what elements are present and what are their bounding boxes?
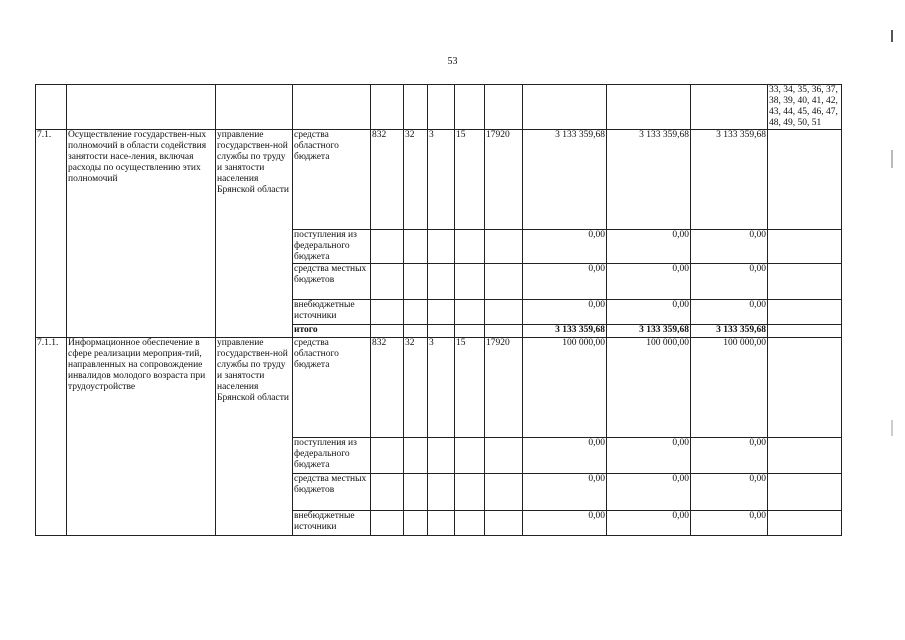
page-number: 53 xyxy=(447,56,458,67)
indicator-cell xyxy=(768,230,842,264)
indicator-cell xyxy=(768,300,842,325)
table-cell xyxy=(455,300,485,325)
table-cell xyxy=(455,264,485,300)
amount-year2: 0,00 xyxy=(607,264,691,300)
table-cell xyxy=(36,85,67,130)
table-cell xyxy=(485,474,523,511)
amount-year2: 0,00 xyxy=(607,474,691,511)
table-cell xyxy=(404,438,428,474)
indicator-numbers: 33, 34, 35, 36, 37, 38, 39, 40, 41, 42, 43, 44, 45, 46, 47, 48, 49, 50, 51 xyxy=(768,85,842,130)
table-cell xyxy=(455,474,485,511)
table-cell xyxy=(371,511,404,536)
table-row xyxy=(36,338,842,438)
amount-year3: 100 000,00 xyxy=(691,338,768,438)
scan-edge-mark xyxy=(891,150,893,168)
continuation-row xyxy=(36,85,842,130)
table-cell xyxy=(428,438,455,474)
indicator-cell xyxy=(768,325,842,338)
amount-year3: 0,00 xyxy=(691,438,768,474)
item-name: Осуществление государствен-ных полномочий в области содействия занятости насе-ления, включая расходы по осуществлению этих полномочий xyxy=(67,130,216,338)
table-cell xyxy=(404,230,428,264)
amount-year2: 100 000,00 xyxy=(607,338,691,438)
total-year1: 3 133 359,68 xyxy=(523,325,607,338)
table-cell xyxy=(523,85,607,130)
source-label: средства областного бюджета xyxy=(293,130,371,230)
table-cell xyxy=(67,85,216,130)
amount-year1: 0,00 xyxy=(523,474,607,511)
table-cell xyxy=(455,438,485,474)
amount-year1: 3 133 359,68 xyxy=(523,130,607,230)
table-cell xyxy=(404,300,428,325)
table-cell xyxy=(485,85,523,130)
item-executor: управление государствен-ной службы по труду и занятости населения Брянской области xyxy=(216,130,293,338)
source-label: внебюджетные источники xyxy=(293,511,371,536)
amount-year3: 0,00 xyxy=(691,264,768,300)
amount-year3: 0,00 xyxy=(691,230,768,264)
table-cell xyxy=(371,300,404,325)
amount-year2: 3 133 359,68 xyxy=(607,130,691,230)
table-cell xyxy=(607,85,691,130)
amount-year1: 100 000,00 xyxy=(523,338,607,438)
pr-code: 3 xyxy=(428,130,455,230)
table-cell xyxy=(455,511,485,536)
amount-year1: 0,00 xyxy=(523,438,607,474)
table-cell xyxy=(485,438,523,474)
table-cell xyxy=(371,474,404,511)
pr-code: 3 xyxy=(428,338,455,438)
indicator-cell xyxy=(768,474,842,511)
item-id: 7.1.1. xyxy=(36,338,67,536)
table-cell xyxy=(428,325,455,338)
scan-edge-mark xyxy=(891,420,893,436)
kcsr-code: 17920 xyxy=(485,338,523,438)
amount-year1: 0,00 xyxy=(523,300,607,325)
indicator-cell xyxy=(768,511,842,536)
total-year2: 3 133 359,68 xyxy=(607,325,691,338)
source-label: внебюджетные источники xyxy=(293,300,371,325)
table-cell xyxy=(404,474,428,511)
table-cell xyxy=(455,85,485,130)
rz-code: 32 xyxy=(404,130,428,230)
table-cell xyxy=(428,264,455,300)
vr-code: 15 xyxy=(455,130,485,230)
table-cell xyxy=(428,300,455,325)
table-cell xyxy=(371,264,404,300)
scan-edge-mark xyxy=(891,30,893,42)
amount-year1: 0,00 xyxy=(523,264,607,300)
rz-code: 32 xyxy=(404,338,428,438)
source-label: средства местных бюджетов xyxy=(293,474,371,511)
table-cell xyxy=(371,230,404,264)
table-cell xyxy=(371,438,404,474)
grbs-code: 832 xyxy=(371,338,404,438)
source-label: средства областного бюджета xyxy=(293,338,371,438)
amount-year2: 0,00 xyxy=(607,438,691,474)
table-cell xyxy=(485,230,523,264)
amount-year3: 0,00 xyxy=(691,474,768,511)
table-cell xyxy=(428,85,455,130)
indicator-cell xyxy=(768,338,842,438)
source-label: средства местных бюджетов xyxy=(293,264,371,300)
table-cell xyxy=(371,325,404,338)
indicator-cell xyxy=(768,438,842,474)
amount-year2: 0,00 xyxy=(607,230,691,264)
kcsr-code: 17920 xyxy=(485,130,523,230)
table-cell xyxy=(485,325,523,338)
indicator-cell xyxy=(768,130,842,230)
table-cell xyxy=(404,325,428,338)
table-cell xyxy=(404,511,428,536)
item-id: 7.1. xyxy=(36,130,67,338)
total-label: итого xyxy=(293,325,371,338)
amount-year1: 0,00 xyxy=(523,230,607,264)
amount-year2: 0,00 xyxy=(607,300,691,325)
table-cell xyxy=(485,264,523,300)
table-cell xyxy=(293,85,371,130)
amount-year2: 0,00 xyxy=(607,511,691,536)
table-cell xyxy=(428,511,455,536)
amount-year3: 0,00 xyxy=(691,300,768,325)
table-cell xyxy=(428,474,455,511)
table-cell xyxy=(691,85,768,130)
table-cell xyxy=(455,325,485,338)
table-cell xyxy=(428,230,455,264)
table-cell xyxy=(485,300,523,325)
table-cell xyxy=(485,511,523,536)
item-executor: управление государствен-ной службы по труду и занятости населения Брянской области xyxy=(216,338,293,536)
table-cell xyxy=(216,85,293,130)
grbs-code: 832 xyxy=(371,130,404,230)
source-label: поступления из федерального бюджета xyxy=(293,438,371,474)
budget-table xyxy=(35,84,842,536)
amount-year1: 0,00 xyxy=(523,511,607,536)
table-cell xyxy=(404,264,428,300)
amount-year3: 3 133 359,68 xyxy=(691,130,768,230)
total-year3: 3 133 359,68 xyxy=(691,325,768,338)
source-label: поступления из федерального бюджета xyxy=(293,230,371,264)
table-cell xyxy=(371,85,404,130)
table-cell xyxy=(404,85,428,130)
table-cell xyxy=(455,230,485,264)
table-row xyxy=(36,130,842,230)
item-name: Информационное обеспечение в сфере реализации мероприя-тий, направленных на сопровождение инвалидов молодого возраста при трудоустройстве xyxy=(67,338,216,536)
indicator-cell xyxy=(768,264,842,300)
vr-code: 15 xyxy=(455,338,485,438)
amount-year3: 0,00 xyxy=(691,511,768,536)
